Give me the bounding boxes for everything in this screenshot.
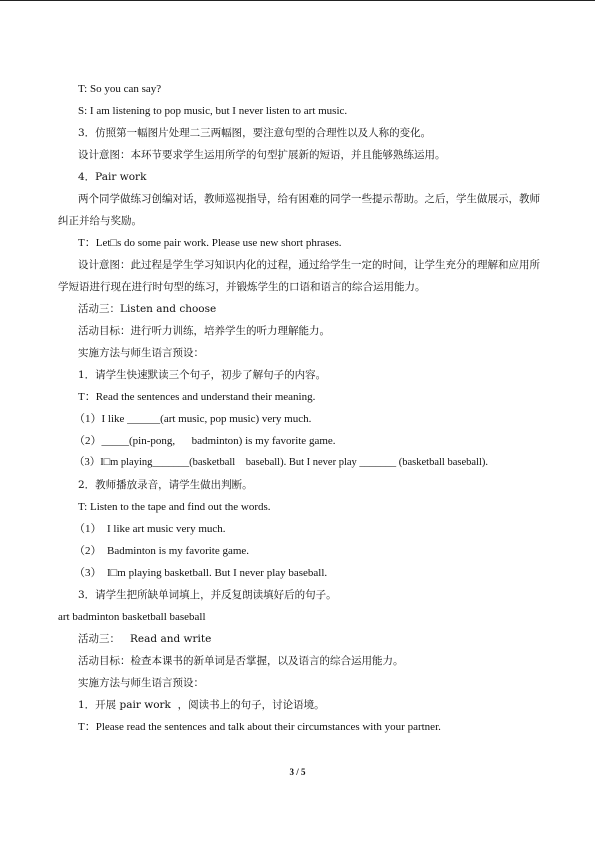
fill-sentence-1: （1）I like ______(art music, pop music) very much. (74, 413, 312, 425)
dialogue-line-teacher: T: So you can say? (78, 83, 162, 95)
listening-step-1: 1．请学生快速默读三个句子，初步了解句子的内容。 (78, 369, 327, 381)
listening-teacher-line-2: T: Listen to the tape and find out the words. (78, 501, 271, 513)
listening-teacher-line-1: T：Read the sentences and understand their meaning. (78, 391, 316, 403)
answer-sentence-3: （3） I□m playing basketball. But I never play baseball. (74, 567, 328, 579)
document-body (58, 78, 548, 738)
fill-sentence-2: （2）_____(pin-pong, badminton) is my favorite game. (74, 435, 336, 447)
method-heading-1: 实施方法与师生语言预设： (78, 347, 204, 359)
design-intent-2: 设计意图：此过程是学生学习知识内化的过程，通过给学生一定的时间，让学生充分的理解和应用所学短语进行现在进行时句型的练习，并锻炼学生的口语和语言的综合运用能力。 (58, 259, 540, 293)
word-list: art badminton basketball baseball (58, 611, 206, 623)
answer-sentence-1: （1） I like art music very much. (74, 523, 226, 535)
top-border-line (0, 0, 595, 1)
dialogue-line-student: S: I am listening to pop music, but I never listen to art music. (78, 105, 348, 117)
design-intent-1: 设计意图：本环节要求学生运用所学的句型扩展新的短语，并且能够熟练运用。 (78, 149, 446, 161)
pair-work-description: 两个同学做练习创编对话，教师巡视指导，给有困难的同学一些提示帮助。之后，学生做展示，教师纠正并给与奖励。 (58, 193, 540, 227)
activity-read-write-heading: 活动三： Read and write (78, 633, 212, 645)
answer-sentence-2: （2） Badminton is my favorite game. (74, 545, 250, 557)
listening-step-3: 3．请学生把所缺单词填上，并反复朗读填好后的句子。 (78, 589, 337, 601)
method-heading-2: 实施方法与师生语言预设： (78, 677, 204, 689)
listening-step-2: 2．教师播放录音，请学生做出判断。 (78, 479, 253, 491)
pair-work-teacher-line: T：Let□s do some pair work. Please use new short phrases. (78, 237, 342, 249)
reading-teacher-line: T：Please read the sentences and talk about their circumstances with your partner. (78, 721, 441, 733)
fill-sentence-3: （3）I□m playing_______(basketball baseball). But I never play _______ (basketball baseball). (74, 457, 488, 468)
reading-step-1: 1．开展 pair work ，阅读书上的句子，讨论语境。 (78, 699, 325, 711)
activity-goal-reading: 活动目标：检查本课书的新单词是否掌握，以及语言的综合运用能力。 (78, 655, 404, 667)
activity-goal-listening: 活动目标：进行听力训练，培养学生的听力理解能力。 (78, 325, 330, 337)
page-number: 3 / 5 (289, 767, 306, 777)
step-4-heading: 4．Pair work (78, 171, 147, 183)
step-3-instruction: 3．仿照第一幅图片处理二三两幅图，要注意句型的合理性以及人称的变化。 (78, 127, 432, 139)
activity-listen-choose-heading: 活动三：Listen and choose (78, 303, 217, 315)
